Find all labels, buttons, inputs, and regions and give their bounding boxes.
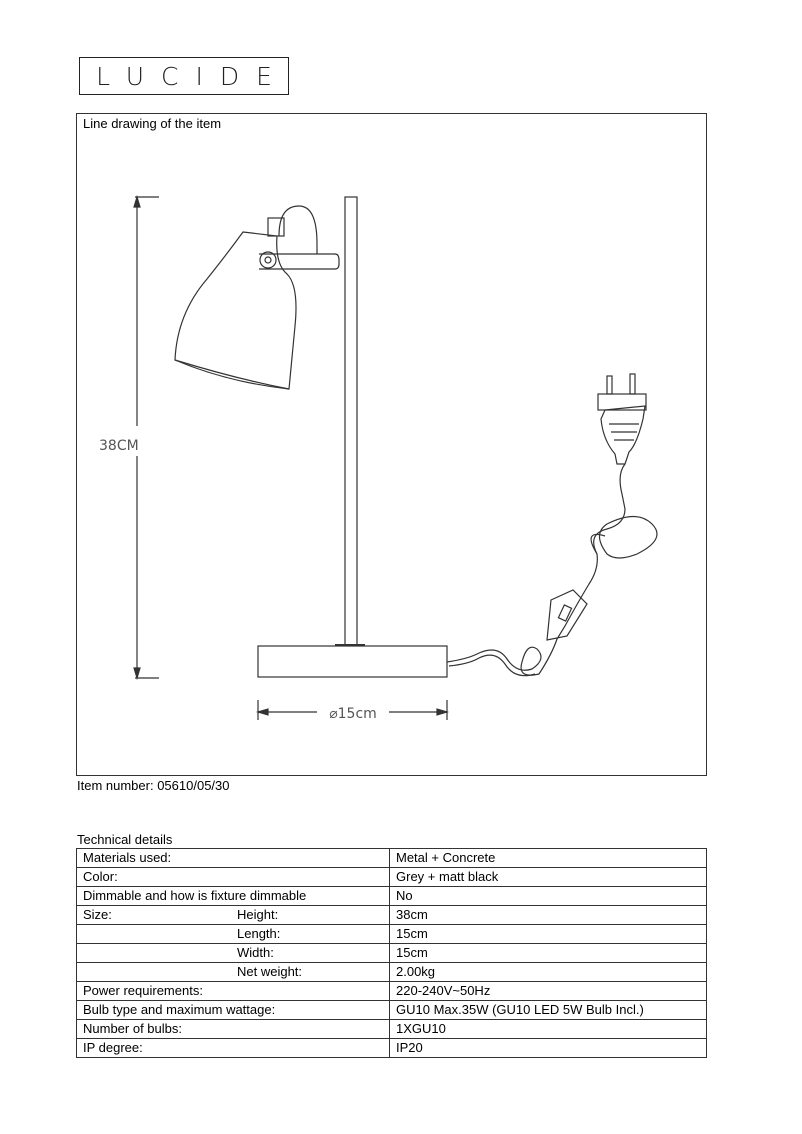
- table-row: [77, 1039, 707, 1058]
- lamp-shade: [175, 232, 296, 389]
- spec-value: 15cm: [390, 944, 707, 963]
- lamp-pole: [345, 197, 357, 645]
- power-cable: [447, 464, 625, 675]
- spec-label-cell: [77, 982, 390, 1001]
- plug-pin-left: [607, 376, 612, 394]
- spec-label: Power requirements:: [83, 983, 203, 998]
- spec-value: Grey + matt black: [390, 868, 707, 887]
- technical-details-table: [76, 848, 707, 1058]
- brand-logo: [79, 57, 289, 95]
- spec-value: 38cm: [390, 906, 707, 925]
- spec-label: Bulb type and maximum wattage:: [83, 1002, 276, 1017]
- spec-sublabel: Width:: [237, 945, 274, 960]
- spec-label-cell: [77, 849, 390, 868]
- spec-value: No: [390, 887, 707, 906]
- spec-value: GU10 Max.35W (GU10 LED 5W Bulb Incl.): [390, 1001, 707, 1020]
- power-plug: [601, 406, 645, 464]
- spec-label: Size:: [83, 907, 112, 922]
- spec-label: IP degree:: [83, 1040, 143, 1055]
- technical-details-heading: Technical details: [77, 832, 173, 847]
- spec-label-cell: [77, 963, 390, 982]
- spec-label-cell: [77, 868, 390, 887]
- cable-switch: [547, 590, 587, 640]
- width-dimension-label: ⌀15cm: [329, 706, 377, 722]
- item-number: Item number: 05610/05/30: [77, 778, 230, 793]
- spec-value: 220-240V~50Hz: [390, 982, 707, 1001]
- brand-logo-text: LUCIDE: [96, 61, 289, 91]
- cable-coil: [600, 517, 658, 559]
- table-row: [77, 982, 707, 1001]
- line-drawing-frame: [76, 113, 707, 776]
- table-row: [77, 944, 707, 963]
- table-row: [77, 925, 707, 944]
- spec-label-cell: [77, 887, 390, 906]
- lamp-line-drawing: [77, 114, 708, 777]
- lamp-base: [258, 646, 447, 677]
- spec-value: 2.00kg: [390, 963, 707, 982]
- spec-label: Materials used:: [83, 850, 172, 865]
- plug-pin-right: [630, 374, 635, 394]
- spec-value: IP20: [390, 1039, 707, 1058]
- drawing-caption: Line drawing of the item: [83, 116, 222, 131]
- spec-label-cell: [77, 925, 390, 944]
- spec-label-cell: [77, 1020, 390, 1039]
- spec-sublabel: Height:: [237, 907, 279, 922]
- spec-value: Metal + Concrete: [390, 849, 707, 868]
- spec-label: Color:: [83, 869, 118, 884]
- height-arrow-top: [134, 197, 140, 207]
- spec-label-cell: [77, 1039, 390, 1058]
- spec-label-cell: [77, 944, 390, 963]
- table-row: [77, 1020, 707, 1039]
- spec-value: 1XGU10: [390, 1020, 707, 1039]
- table-row: [77, 849, 707, 868]
- spec-label-cell: [77, 906, 390, 925]
- table-row: [77, 868, 707, 887]
- table-row: [77, 887, 707, 906]
- table-row: [77, 1001, 707, 1020]
- table-row: [77, 906, 707, 925]
- table-row: [77, 963, 707, 982]
- spec-label: Dimmable and how is fixture dimmable: [83, 888, 307, 903]
- height-arrow-bottom: [134, 668, 140, 678]
- height-dimension-label: 38CM: [99, 438, 139, 454]
- lamp-handle: [279, 206, 317, 254]
- spec-label: Number of bulbs:: [83, 1021, 182, 1036]
- spec-value: 15cm: [390, 925, 707, 944]
- spec-sublabel: Net weight:: [237, 964, 303, 979]
- spec-label-cell: [77, 1001, 390, 1020]
- spec-sublabel: Length:: [237, 926, 281, 941]
